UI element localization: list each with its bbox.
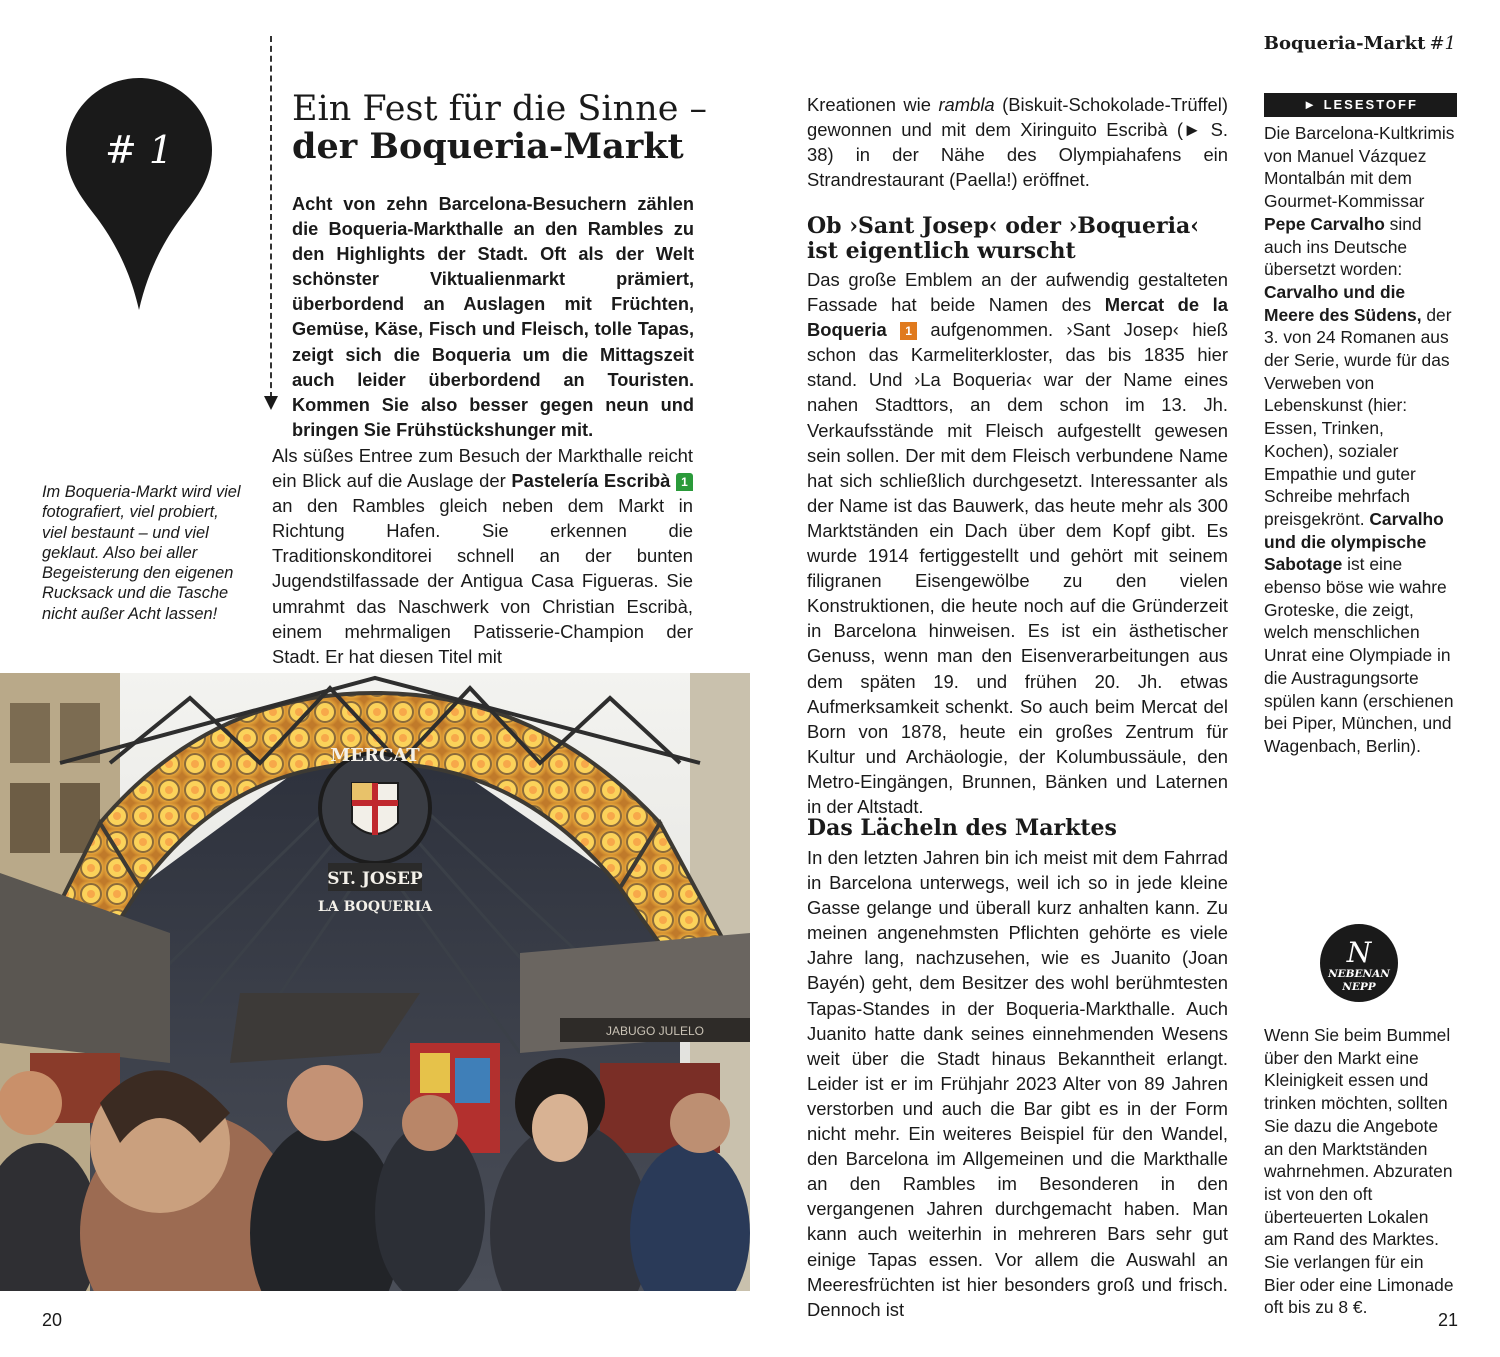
right-page [750, 0, 1500, 1357]
intro-paragraph [272, 443, 693, 669]
continuation-paragraph [807, 92, 1228, 192]
lese-text-2: sind auch ins Deutsche übersetzt worden: [1264, 213, 1422, 280]
lese-bold-1: Pepe Carvalho [1264, 213, 1385, 234]
lese-bold-2: Carvalho und die Meere des Südens, [1264, 281, 1422, 325]
location-pin-marker [66, 78, 212, 310]
sign-la-boqueria: LA BOQUERIA [318, 899, 432, 915]
photo-caption: Im Boqueria-Markt wird viel fotografiert, viel probiert, viel bestaunt – und viel geklaut. Also bei aller Begeisterung den eigenen Rucksack und die Tasche nicht außer Acht lassen! [42, 483, 241, 623]
lese-bold-3: Carvalho und die olympische Sabotage [1264, 508, 1444, 575]
para1-pre: Kreationen wie [807, 94, 939, 115]
sign-mercat: MERCAT [330, 745, 420, 766]
running-head-number: #1 [1429, 33, 1456, 54]
mercat-de-la-boqueria-link: Mercat de la Boqueria [807, 294, 1228, 341]
nebenan-line-2: NEPP [1342, 981, 1376, 993]
emblem-paragraph [807, 267, 1228, 819]
headline-line-2: der Boqueria-Markt [292, 126, 684, 167]
para2-pre: Das große Emblem an der aufwendig gestalteten Fassade hat beide Namen des [807, 269, 1228, 316]
running-head [1264, 33, 1456, 54]
laecheln-paragraph: In den letzten Jahren bin ich meist mit dem Fahrrad in Barcelona unterwegs, weil ich so in jede kleine Gasse gelange und überall kurz anhalten kann. Zu meinen angenehmsten Pflichten gehörte es viele Jahre lang, nachzusehen, wie es Juanito (Joan Bayén) geht, dem Besitzer des wohl berühmtesten Tapas-Standes in der Boqueria-Markthalle. Auch Juanito hatte dank seines einnehmenden Wesens weit über die Stadt hinaus Bekanntheit erlangt. Leider ist er im Frühjahr 2023 Alter von 89 Jahren verstorben und auch die Bar gibt es in der Form nicht mehr. Ein weiteres Beispiel für den Wandel, den Barcelona im Allgemeinen und die Markthalle an den Rambles im Besonderen in den vergangenen Jahren durchgemacht haben. Man kann auch weiterhin in mehreren Bars sehr gut einige Tapas essen. Vor allem die Auswahl an Meeresfrüchten ist hier besonders groß und frisch. Dennoch ist [807, 847, 1228, 1320]
page-number-right: 21 [1438, 1310, 1459, 1330]
marker-label: # 1 [104, 128, 174, 172]
article-headline [292, 90, 712, 166]
headline-line-1: Ein Fest für die Sinne – [292, 89, 708, 129]
map-number-badge: 1 [900, 322, 917, 340]
map-pin-icon [66, 78, 212, 310]
map-number-badge: 1 [676, 473, 693, 491]
page-number-left: 20 [42, 1310, 63, 1330]
lese-text-4: ist eine ebenso böse wie wahre Groteske, die zeigt, welch menschlichen Unrat eine Olympiade in die Austragungsorte spülen kann (erschienen bei Piper, München, und Wagenbach, Berlin). [1264, 554, 1454, 756]
intro-text-1: Als süßes Entree zum Besuch der Markthalle reicht ein Blick auf die Auslage der [272, 445, 693, 492]
lese-text-3: der 3. von 24 Romanen aus der Serie, wurde für das Verweben von Lebenskunst (hier: Essen, Trinken, Kochen), sozialer Empathie und guter Schreibe mehrfach preisgekrönt. [1264, 304, 1452, 529]
para2-post: aufgenommen. ›Sant Josep‹ hieß schon das Karmeliterkloster, das bis 1835 hier stand. Und ›La Boqueria‹ war der Name eines nahen Stadttors, an dem schon im 13. Jh. Verkaufsstände mit Fleisch aufgestellt gewesen sein sollen. Der mit dem Fleisch verbundene Name hat sich schließlich durchgesetzt. Interessanter als der Name ist das Bauwerk, das heute mehr als 300 Marktständen ein Dach über dem Kopf gibt. Es wurde 1914 fertiggestellt und gehört mit seinem filigranen Eisengewölbe zu den vielen Konstruktionen, die heute noch auf die Gründerzeit in Barcelona hinweisen. Es ist ein ästhetischer Genuss, wenn man den Eisenverarbeitungen aus dem späten 19. und frühen 20. Jh. etwas Aufmerksamkeit schenkt. So auch beim Mercat del Born von 1878, heute ein großes Zentrum für Kultur und Archäologie, der Kolumbussäule, den Metro-Eingängen, Brunnen, Bänken und Laternen in der Altstadt. [807, 319, 1228, 817]
nebenan-nepp-badge [1320, 924, 1398, 1002]
lese-text-1: Die Barcelona-Kultkrimis von Manuel Vázquez Montalbán mit dem Gourmet-Kommissar [1264, 123, 1455, 212]
nebenan-nepp-text: Wenn Sie beim Bummel über den Markt eine Kleinigkeit essen und trinken möchten, sollten Sie dazu die Angebote an den Marktständen wahrnehmen. Abzuraten ist von den oft überteuerten Lokalen am Rand des Marktes. Sie verlangen für ein Bier oder eine Limonade oft bis zu 8 €. [1264, 1025, 1454, 1318]
intro-text-2: an den Rambles gleich neben dem Markt in Richtung Hafen. Sie erkennen die Traditionskonditorei schnell an der bunten Jugendstilfassade der Antigua Casa Figueras. Sie umrahmt das Naschwerk von Christian Escribà, einem mehrmaligen Patisserie-Champion der Stadt. Er hat diesen Titel mit [272, 495, 693, 667]
arrow-down-icon [264, 396, 278, 410]
running-head-title: Boqueria-Markt [1263, 33, 1426, 54]
lesestoff-header: ► LESESTOFF [1264, 93, 1457, 117]
nebenan-letter: N [1346, 936, 1372, 969]
para1-post: (Biskuit-Schokolade-Trüffel) gewonnen und mit dem Xiringuito Escribà (► S. 38) in der Nähe des Olympiahafens ein Strandrestaurant (Paella!) eröffnet. [807, 94, 1228, 191]
sign-stall: JABUGO JULELO [605, 1024, 705, 1038]
nebenan-line-1: NEBENAN [1328, 968, 1390, 980]
market-entrance-illustration [0, 673, 750, 1291]
boqueria-market-photo [0, 673, 750, 1291]
para1-italic: rambla [938, 94, 995, 115]
dashed-guide-line [270, 36, 272, 398]
subheading-laecheln: Das Lächeln des Marktes [807, 815, 1117, 841]
sign-st-josep: ST. JOSEP [327, 869, 423, 889]
lesestoff-text [1264, 122, 1457, 758]
pasteleria-escriba-link: Pastelería Escribà [511, 470, 671, 492]
lead-paragraph: Acht von zehn Barcelona-Besuchern zählen die Boqueria-Markthalle an den Rambles zu den Highlights der Stadt. Oft als der Welt schönster Viktualienmarkt prämiert, überbordend an Auslagen mit Früchten, Gemüse, Käse, Fisch und Fleisch, tolle Tapas, zeigt sich die Boqueria um die Mittagszeit auch leider überbordend an Touristen. Kommen Sie also besser gegen neun und bringen Sie Frühstückshunger mit. [292, 194, 694, 440]
subheading-sant-josep: Ob ›Sant Josep‹ oder ›Boqueria‹ ist eigentlich wurscht [807, 213, 1200, 264]
